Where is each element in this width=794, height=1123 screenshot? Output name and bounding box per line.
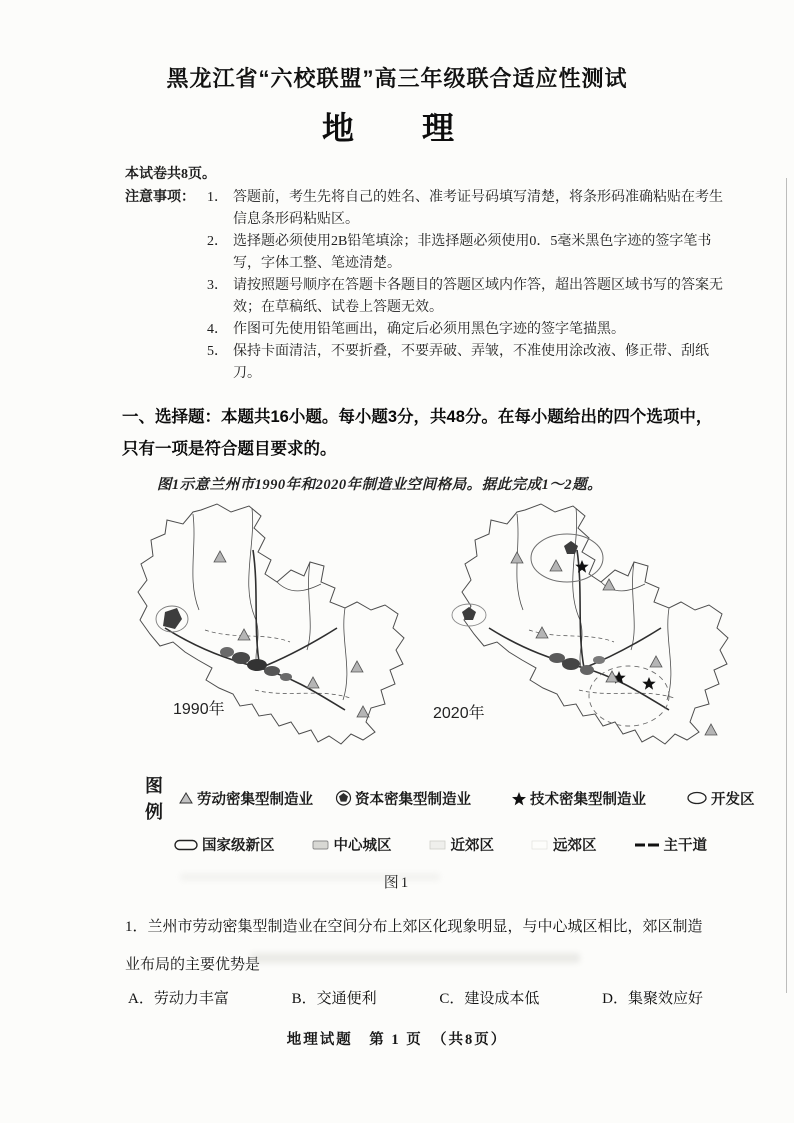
option-d: D．集聚效应好 <box>602 991 703 1007</box>
map-2020 <box>429 500 745 758</box>
ink-bleedthrough <box>180 873 440 881</box>
notice-item-text: 请按照题号顺序在答题卡各题目的答题区域内作答，超出答题区域书写的答案无效；在草稿纸、试卷上答题无效。 <box>233 278 723 315</box>
legend-row-2 <box>173 834 705 855</box>
rect-icon <box>311 838 331 851</box>
option-b: B．交通便利 <box>291 991 377 1007</box>
map-1990-drawing <box>105 500 421 758</box>
blank-swatch-icon <box>530 838 550 851</box>
map-1990 <box>105 500 421 758</box>
page-footer: 地理试题 第 1 页 （共8页） <box>286 1032 508 1048</box>
notice-item <box>207 341 725 385</box>
legend-item <box>530 834 597 855</box>
ink-bleedthrough <box>250 953 580 963</box>
legend-label: 劳动密集型制造业 <box>197 791 313 808</box>
pages-note: 本试卷共8页。 <box>125 167 216 182</box>
legend-label: 远郊区 <box>553 838 597 854</box>
pentagon-circle-icon <box>335 790 352 806</box>
notice-item-number: 5． <box>207 344 228 359</box>
option-c: C．建设成本低 <box>439 991 540 1007</box>
section-header-multiple-choice: 一、选择题：本题共16小题。每小题3分，共48分。在每小题给出的四个选项中，只有一项是符合题目要求的。 <box>122 408 713 458</box>
stadium-icon <box>173 838 199 852</box>
shade-swatch-icon <box>428 838 448 851</box>
notice-item-text: 保持卡面清洁，不要折叠，不要弄破、弄皱，不准使用涂改液、修正带、刮纸刀。 <box>233 344 709 381</box>
legend-label: 中心城区 <box>333 838 392 854</box>
page-title: 黑龙江省“六校联盟”高三年级联合适应性测试 <box>166 66 628 91</box>
notice-item <box>207 319 725 341</box>
legend-item <box>511 788 646 809</box>
legend-label: 主干道 <box>663 838 707 854</box>
notice-item-number: 3． <box>207 278 228 293</box>
legend-label: 国家级新区 <box>202 838 275 854</box>
subject-title: 地 理 <box>321 110 472 146</box>
thick-line-icon <box>633 840 661 850</box>
legend-label: 近郊区 <box>450 838 494 854</box>
notice-item <box>207 231 725 275</box>
notice-item-number: 4． <box>207 322 228 337</box>
notice-items <box>207 187 725 385</box>
notice-item-number: 2． <box>207 234 228 249</box>
notice-item <box>207 187 725 231</box>
ellipse-icon <box>686 791 708 805</box>
figure-caption: 图1 <box>383 875 411 891</box>
notice-item-number: 1． <box>207 190 228 205</box>
notice-item-text: 答题前，考生先将自己的姓名、准考证号码填写清楚，将条形码准确粘贴在考生信息条形码粘贴区。 <box>233 190 723 227</box>
legend-item <box>686 788 755 809</box>
legend-block <box>145 772 755 855</box>
figure-intro-text: 图1示意兰州市1990年和2020年制造业空间格局。据此完成1～2题。 <box>156 477 603 493</box>
urban-cluster-1990 <box>220 647 292 681</box>
legend-item <box>633 834 708 855</box>
legend-row-1 <box>145 772 755 824</box>
notice-item <box>207 275 725 319</box>
question-1-options <box>128 984 703 1014</box>
urban-cluster-2020 <box>549 653 669 726</box>
map-year-label-1990: 1990年 <box>173 701 225 718</box>
legend-label: 资本密集型制造业 <box>355 791 471 808</box>
question-1-stem: 1．兰州市劳动密集型制造业在空间分布上郊区化现象明显，与中心城区相比，郊区制造业布局的主要优势是 <box>125 919 703 973</box>
notice-item-text: 选择题必须使用2B铅笔填涂；非选择题必须使用0．5毫米黑色字迹的签字笔书写，字体工整、笔迹清楚。 <box>233 234 712 271</box>
triangle-icon <box>178 791 194 805</box>
notice-label: 注意事项： <box>125 190 195 205</box>
notice-block <box>125 187 725 385</box>
legend-item <box>178 788 313 809</box>
labor-intensive-triangles-2020 <box>511 552 717 735</box>
labor-intensive-triangles-1990 <box>214 551 369 717</box>
development-zone-west-2020 <box>452 604 486 626</box>
west-industrial-site-1990 <box>156 606 188 632</box>
legend-title: 图例 <box>145 776 164 822</box>
legend-item <box>428 834 495 855</box>
figure1-maps <box>105 500 794 758</box>
legend-item <box>335 788 471 809</box>
option-a: A．劳动力丰富 <box>128 991 229 1007</box>
star-icon <box>511 791 527 806</box>
legend-item <box>173 834 275 855</box>
legend-item <box>311 834 392 855</box>
notice-item-text: 作图可先使用铅笔画出，确定后必须用黑色字迹的签字笔描黑。 <box>233 322 625 337</box>
map-year-label-2020: 2020年 <box>433 705 485 722</box>
legend-label: 技术密集型制造业 <box>530 791 646 808</box>
legend-label: 开发区 <box>711 791 755 808</box>
